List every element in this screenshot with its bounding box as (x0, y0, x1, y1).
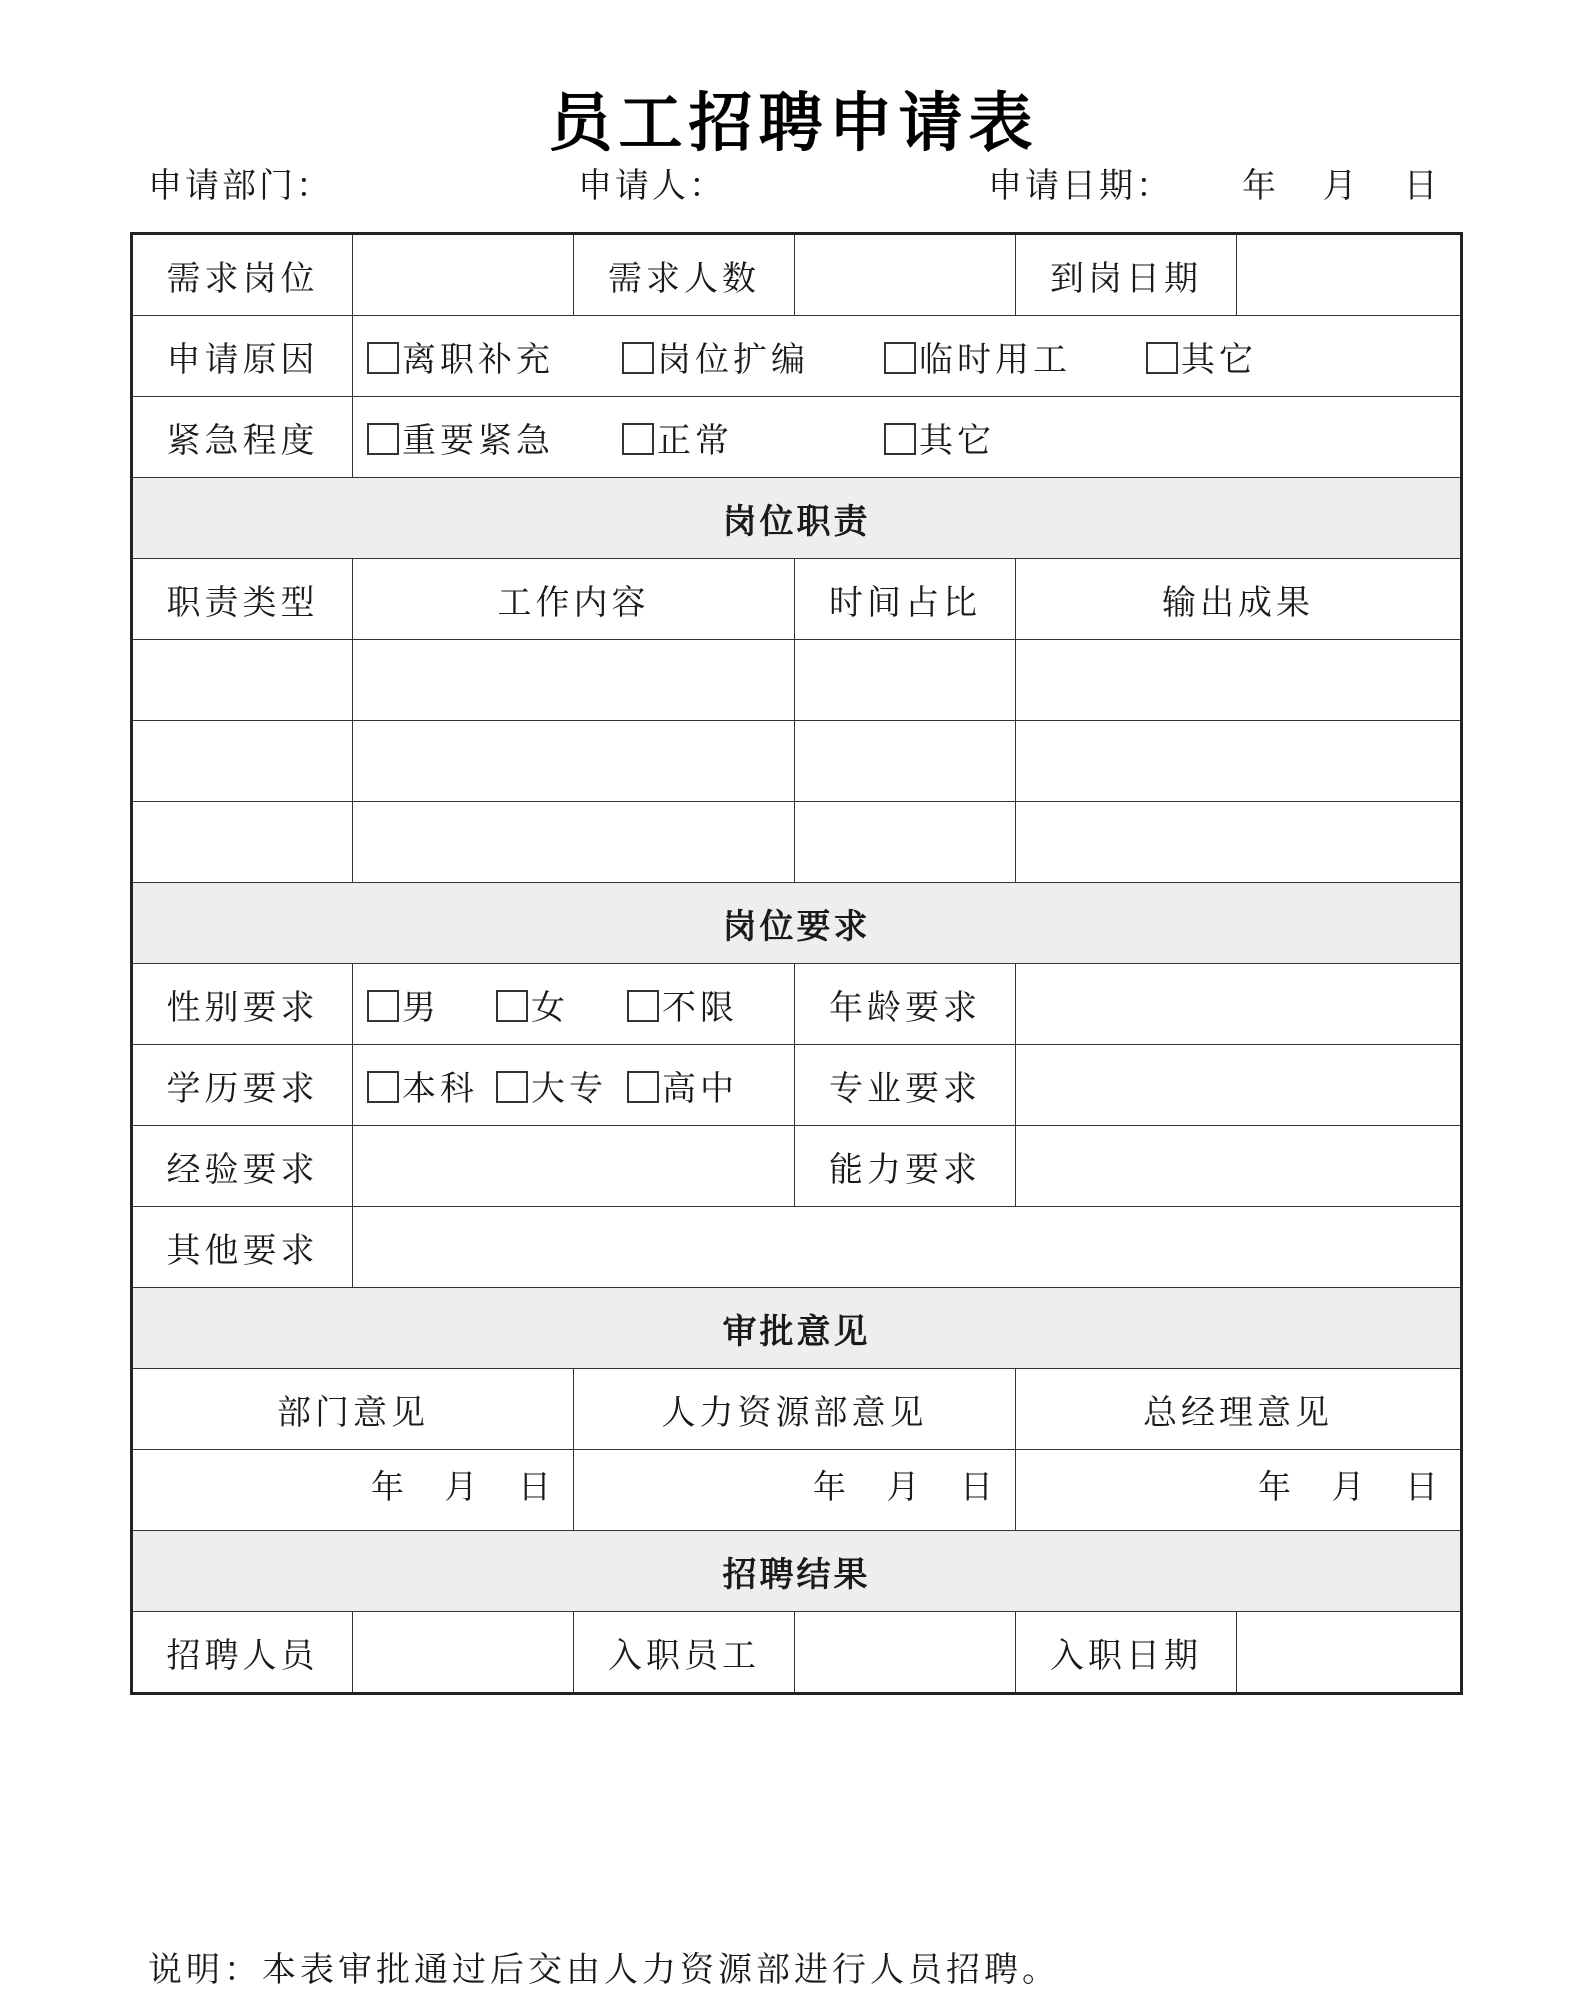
recruitment-form-table (130, 232, 1463, 1695)
checkbox-icon[interactable] (367, 1071, 399, 1103)
exp-label: 经验要求 (132, 1126, 353, 1207)
time-share-header: 时间占比 (795, 559, 1016, 640)
gender-option-2[interactable]: 女 (496, 980, 627, 1029)
duties-row (132, 802, 1462, 883)
reason-option-3[interactable]: 临时用工 (884, 332, 1146, 381)
exp-field[interactable] (353, 1126, 795, 1207)
age-label: 年龄要求 (795, 964, 1016, 1045)
duty-type-cell[interactable] (132, 721, 353, 802)
output-cell[interactable] (1016, 802, 1462, 883)
work-content-cell[interactable] (353, 640, 795, 721)
onboard-date-label: 入职日期 (1016, 1612, 1237, 1694)
ability-field[interactable] (1016, 1126, 1462, 1207)
dept-opinion-date: 年 月 日 (371, 1467, 553, 1506)
section-duties-title: 岗位职责 (132, 478, 1462, 559)
gender-option-3[interactable]: 不限 (627, 980, 738, 1029)
reason-option-1[interactable]: 离职补充 (367, 332, 622, 381)
gm-opinion-date: 年 月 日 (1258, 1467, 1440, 1506)
arrival-date-field[interactable] (1237, 234, 1462, 316)
duty-type-header: 职责类型 (132, 559, 353, 640)
row-edu-major (132, 1045, 1462, 1126)
output-cell[interactable] (1016, 721, 1462, 802)
gender-options (353, 964, 795, 1045)
edu-label: 学历要求 (132, 1045, 353, 1126)
urgency-label: 紧急程度 (132, 397, 353, 478)
row-urgency (132, 397, 1462, 478)
urgency-option-2[interactable]: 正常 (622, 413, 884, 462)
checkbox-icon[interactable] (367, 342, 399, 374)
other-field[interactable] (353, 1207, 1462, 1288)
ability-label: 能力要求 (795, 1126, 1016, 1207)
recruiter-label: 招聘人员 (132, 1612, 353, 1694)
count-label: 需求人数 (574, 234, 795, 316)
work-content-header: 工作内容 (353, 559, 795, 640)
approval-header-row (132, 1369, 1462, 1450)
time-share-cell[interactable] (795, 721, 1016, 802)
date-units: 年 月 日 (1242, 166, 1441, 206)
duty-type-cell[interactable] (132, 640, 353, 721)
time-share-cell[interactable] (795, 802, 1016, 883)
section-result (132, 1531, 1462, 1612)
edu-option-2[interactable]: 大专 (496, 1061, 627, 1110)
position-label: 需求岗位 (132, 234, 353, 316)
section-result-title: 招聘结果 (132, 1531, 1462, 1612)
gender-option-1[interactable]: 男 (367, 980, 496, 1029)
hr-opinion-date: 年 月 日 (813, 1467, 995, 1506)
section-requirements-title: 岗位要求 (132, 883, 1462, 964)
position-field[interactable] (353, 234, 574, 316)
row-gender-age (132, 964, 1462, 1045)
age-field[interactable] (1016, 964, 1462, 1045)
employee-label: 入职员工 (574, 1612, 795, 1694)
date-label: 申请日期： (988, 166, 1173, 206)
checkbox-icon[interactable] (496, 990, 528, 1022)
checkbox-icon[interactable] (496, 1071, 528, 1103)
reason-option-4[interactable]: 其它 (1146, 332, 1257, 381)
checkbox-icon[interactable] (884, 342, 916, 374)
output-cell[interactable] (1016, 640, 1462, 721)
checkbox-icon[interactable] (884, 423, 916, 455)
duty-type-cell[interactable] (132, 802, 353, 883)
reason-label: 申请原因 (132, 316, 353, 397)
checkbox-icon[interactable] (627, 1071, 659, 1103)
output-header: 输出成果 (1016, 559, 1462, 640)
row-exp-ability (132, 1126, 1462, 1207)
hr-opinion-cell[interactable] (574, 1450, 1016, 1531)
time-share-cell[interactable] (795, 640, 1016, 721)
dept-opinion-cell[interactable] (132, 1450, 574, 1531)
row-result (132, 1612, 1462, 1694)
duties-row (132, 640, 1462, 721)
count-field[interactable] (795, 234, 1016, 316)
other-label: 其他要求 (132, 1207, 353, 1288)
onboard-date-field[interactable] (1237, 1612, 1462, 1694)
gender-label: 性别要求 (132, 964, 353, 1045)
gm-opinion-header: 总经理意见 (1016, 1369, 1462, 1450)
urgency-option-3[interactable]: 其它 (884, 413, 995, 462)
section-approval-title: 审批意见 (132, 1288, 1462, 1369)
section-duties (132, 478, 1462, 559)
row-other (132, 1207, 1462, 1288)
checkbox-icon[interactable] (367, 990, 399, 1022)
work-content-cell[interactable] (353, 721, 795, 802)
approval-opinion-row (132, 1450, 1462, 1531)
row-basic-info (132, 234, 1462, 316)
edu-option-3[interactable]: 高中 (627, 1061, 738, 1110)
reason-options (353, 316, 1462, 397)
row-reason (132, 316, 1462, 397)
reason-option-2[interactable]: 岗位扩编 (622, 332, 884, 381)
employee-field[interactable] (795, 1612, 1016, 1694)
checkbox-icon[interactable] (622, 423, 654, 455)
major-label: 专业要求 (795, 1045, 1016, 1126)
form-note: 说明：本表审批通过后交由人力资源部进行人员招聘。 (148, 1950, 1060, 1990)
gm-opinion-cell[interactable] (1016, 1450, 1462, 1531)
checkbox-icon[interactable] (367, 423, 399, 455)
urgency-option-1[interactable]: 重要紧急 (367, 413, 622, 462)
edu-options (353, 1045, 795, 1126)
form-title: 员工招聘申请表 (548, 86, 1039, 161)
edu-option-1[interactable]: 本科 (367, 1061, 496, 1110)
checkbox-icon[interactable] (627, 990, 659, 1022)
duties-header-row (132, 559, 1462, 640)
section-requirements (132, 883, 1462, 964)
hr-opinion-header: 人力资源部意见 (574, 1369, 1016, 1450)
work-content-cell[interactable] (353, 802, 795, 883)
checkbox-icon[interactable] (1146, 342, 1178, 374)
dept-opinion-header: 部门意见 (132, 1369, 574, 1450)
dept-label: 申请部门： (148, 166, 333, 206)
section-approval (132, 1288, 1462, 1369)
major-field[interactable] (1016, 1045, 1462, 1126)
applicant-label: 申请人： (578, 166, 726, 206)
urgency-options (353, 397, 1462, 478)
arrival-date-label: 到岗日期 (1016, 234, 1237, 316)
recruiter-field[interactable] (353, 1612, 574, 1694)
duties-row (132, 721, 1462, 802)
checkbox-icon[interactable] (622, 342, 654, 374)
